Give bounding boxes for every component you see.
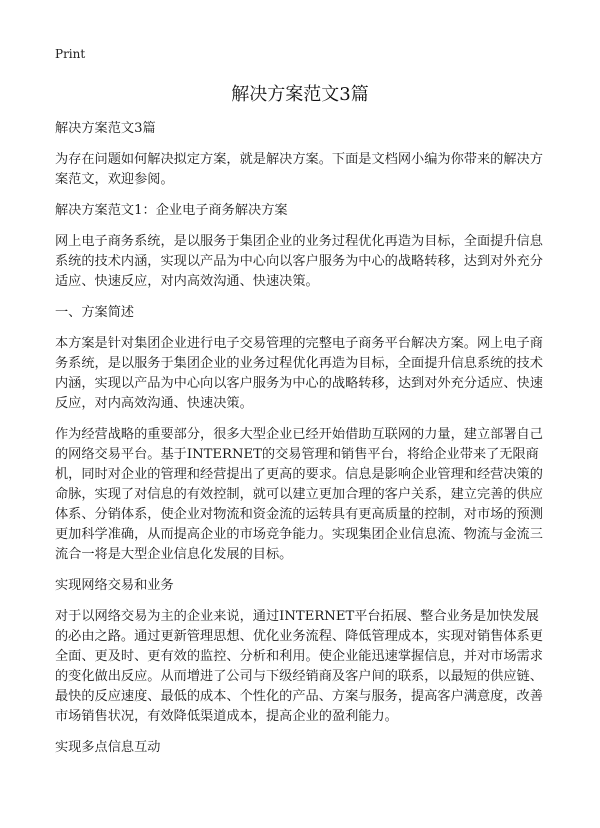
paragraph-subtitle: 解决方案范文3篇 <box>55 121 156 136</box>
paragraph-body: 网上电子商务系统，是以服务于集团企业的业务过程优化再造为目标，全面提升信息系统的技术内涵，实现以产品为中心向以客户服务为中心的战略转移，达到对外充分适应、快速反应，对内高效沟通、快速决策。 <box>55 234 543 289</box>
page-title: 解决方案范文3篇 <box>231 84 369 105</box>
paragraph-intro: 为存在问题如何解决拟定方案，就是解决方案。下面是文档网小编为你带来的解决方案范文，欢迎参阅。 <box>55 152 543 187</box>
paragraph-heading-info-interaction: 实现多点信息互动 <box>55 740 161 755</box>
paragraph-section-heading: 解决方案范文1：企业电子商务解决方案 <box>55 203 288 218</box>
paragraph-body: 对于以网络交易为主的企业来说，通过INTERNET平台拓展、整合业务是加快发展的必由之路。通过更新管理思想、优化业务流程、降低管理成本，实现对销售体系更全面、更及时、更有效的监控、分析和利用。使企业能迅速掌握信息，并对市场需求的变化做出反应。从而增进了公司与下级经销商及客户间的联系，以最短的供应链、最快的反应速度、最低的成本、个性化的产品、方案与服务，提高客户满意度，改善市场销售状况，有效降低渠道成本，提高企业的盈利能力。 <box>55 609 543 724</box>
print-link[interactable]: Print <box>55 47 86 61</box>
paragraph-body: 本方案是针对集团企业进行电子交易管理的完整电子商务平台解决方案。网上电子商务系统，是以服务于集团企业的业务过程优化再造为目标，全面提升信息系统的技术内涵，实现以产品为中心向以客户服务为中心的战略转移，达到对外充分适应、快速反应，对内高效沟通、快速决策。 <box>55 336 543 411</box>
paragraph-heading-network-trade: 实现网络交易和业务 <box>55 578 174 593</box>
document-body <box>55 119 545 769</box>
paragraph-body: 作为经营战略的重要部分，很多大型企业已经开始借助互联网的力量，建立部署自己的网络交易平台。基于INTERNET的交易管理和销售平台，将给企业带来了无限商机，同时对企业的管理和经营提出了更高的要求。信息是影响企业管理和经营决策的命脉，实现了对信息的有效控制，就可以建立更加合理的客户关系，建立完善的供应体系、分销体系，使企业对物流和资金流的运转具有更高质量的控制，对市场的预测更加科学准确，从而提高企业的市场竞争能力。实现集团企业信息流、物流与金流三流合一将是大型企业信息化发展的目标。 <box>55 427 543 562</box>
paragraph-heading-overview: 一、方案简述 <box>55 305 135 320</box>
